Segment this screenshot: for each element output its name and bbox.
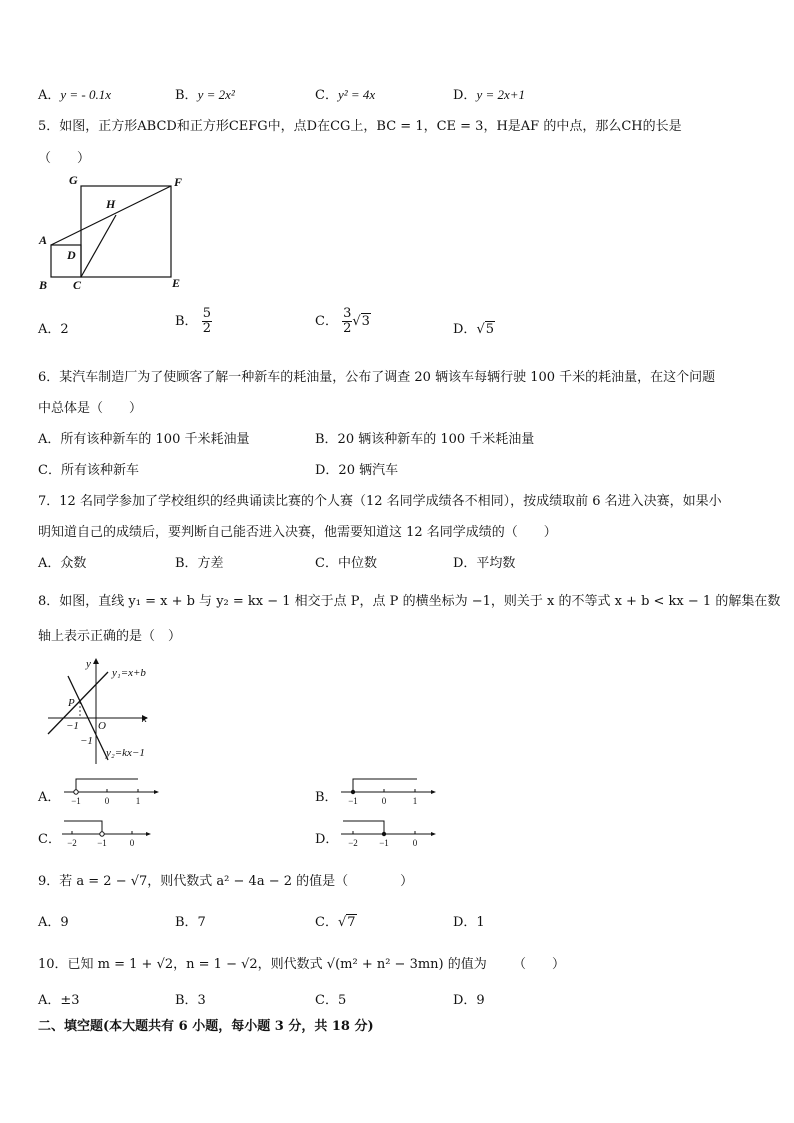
label-c: C — [73, 278, 82, 292]
q4-option-a: A．y = - 0.1x — [38, 87, 112, 103]
square-abcd — [51, 245, 81, 277]
svg-text:0: 0 — [412, 838, 418, 848]
q7-option-a: A．众数 — [38, 556, 87, 571]
q8-stem-line1: 8．如图，直线 y₁ = x + b 与 y₂ = kx − 1 相交于点 P，点 P 的横坐标为 −1，则关于 x 的不等式 x + b < kx − 1 的解集在数 — [38, 594, 781, 609]
label-p: P — [68, 697, 75, 709]
label-b: B — [39, 278, 48, 292]
q7-option-d: D．平均数 — [453, 556, 516, 571]
svg-text:0: 0 — [104, 796, 110, 806]
q8-option-c-label: C． — [38, 832, 61, 847]
q9-option-d: D．1 — [453, 915, 485, 930]
q5-stem-line1: 5．如图，正方形ABCD和正方形CEFG中，点D在CG上，BC = 1，CE = 3，H是AF 的中点，那么CH的长是 — [38, 119, 682, 134]
solution-ray — [353, 779, 417, 790]
q10-option-c: C．5 — [315, 993, 347, 1008]
q9-stem: 9．若 a = 2 − √7，则代数式 a² − 4a − 2 的值是（ ） — [38, 874, 414, 889]
solution-ray — [64, 821, 102, 832]
label-a: A — [39, 233, 48, 247]
q9-option-c: C．√7 — [315, 915, 356, 930]
label-neg1-x: −1 — [66, 720, 79, 732]
q6-stem-line2: 中总体是（ ） — [38, 401, 143, 416]
svg-text:1: 1 — [135, 796, 141, 806]
q10-paren: （ ） — [513, 957, 566, 972]
segment-af — [51, 186, 171, 245]
q9-option-a: A．9 — [38, 915, 69, 930]
q10-stem: 10．已知 m = 1 + √2，n = 1 − √2，则代数式 √(m² + n² − 3mn) 的值为 — [38, 957, 487, 972]
q8-option-c-numberline — [60, 817, 160, 849]
q6-option-d: D．20 辆汽车 — [315, 463, 399, 478]
q5-figure — [36, 170, 196, 294]
y-axis-arrow — [93, 658, 99, 664]
label-f: F — [174, 175, 183, 189]
q8-option-b-numberline — [337, 775, 441, 807]
q6-option-a: A．所有该种新车的 100 千米耗油量 — [38, 432, 250, 447]
label-e: E — [172, 276, 181, 290]
q5-stem-line2: （ ） — [38, 151, 91, 166]
q7-stem-line2: 明知道自己的成绩后，要判断自己能否进入决赛，他需要知道这 12 名同学成绩的（ ） — [38, 525, 557, 540]
q10-option-d: D．9 — [453, 993, 485, 1008]
svg-text:−2: −2 — [67, 838, 77, 848]
q8-graph — [42, 656, 172, 768]
label-x: x — [142, 713, 147, 725]
q5-option-d: D．√5 — [453, 322, 495, 337]
label-h: H — [106, 197, 116, 211]
open-endpoint — [74, 790, 78, 794]
open-endpoint — [100, 832, 104, 836]
label-d: D — [67, 248, 76, 262]
closed-endpoint — [351, 790, 355, 794]
label-line-y2: y₂=kx−1 — [106, 747, 145, 759]
solution-ray — [76, 779, 138, 790]
q6-option-c: C．所有该种新车 — [38, 463, 139, 478]
q8-stem-line2: 轴上表示正确的是（ ） — [38, 629, 182, 644]
q8-option-b-label: B． — [315, 790, 338, 805]
svg-text:1: 1 — [412, 796, 418, 806]
q10-option-b: B．3 — [175, 993, 206, 1008]
svg-text:0: 0 — [381, 796, 387, 806]
fraction-5-2: $\frac{5}{2}$ — [202, 306, 211, 336]
label-o: O — [98, 720, 106, 732]
q7-option-c: C．中位数 — [315, 556, 377, 571]
closed-endpoint — [382, 832, 386, 836]
q5-option-a: A．2 — [38, 322, 69, 337]
svg-text:−1: −1 — [71, 796, 81, 806]
solution-ray — [343, 821, 384, 832]
q9-option-b: B．7 — [175, 915, 206, 930]
square-cefg — [81, 186, 171, 277]
q4-option-d: D．y = 2x+1 — [453, 87, 526, 103]
svg-text:−1: −1 — [379, 838, 389, 848]
q8-option-d-label: D． — [315, 832, 339, 847]
q6-option-b: B．20 辆该种新车的 100 千米耗油量 — [315, 432, 535, 447]
q4-option-c: C．y² = 4x — [315, 87, 376, 103]
q8-option-d-numberline — [337, 817, 441, 849]
segment-ch — [81, 215, 116, 277]
label-g: G — [69, 173, 78, 187]
svg-text:0: 0 — [129, 838, 135, 848]
svg-text:−1: −1 — [97, 838, 107, 848]
q5-option-b: B． $\frac{5}{2}$ — [175, 306, 211, 336]
q8-option-a-numberline — [60, 775, 164, 807]
label-y: y — [86, 658, 91, 670]
svg-text:−1: −1 — [348, 796, 358, 806]
q7-stem-line1: 7．12 名同学参加了学校组织的经典诵读比赛的个人赛（12 名同学成绩各不相同），按成绩取前 6 名进入决赛，如果小 — [38, 494, 722, 509]
label-neg1-y: −1 — [80, 735, 93, 747]
q7-option-b: B．方差 — [175, 556, 224, 571]
section-2-title: 二、填空题(本大题共有 6 小题，每小题 3 分，共 18 分) — [38, 1019, 374, 1034]
q4-option-b: B．y = 2x² — [175, 87, 235, 103]
label-line-y1: y₁=x+b — [112, 667, 146, 679]
svg-text:−2: −2 — [348, 838, 358, 848]
q8-option-a-label: A． — [38, 790, 61, 805]
q6-stem-line1: 6．某汽车制造厂为了使顾客了解一种新车的耗油量，公布了调查 20 辆该车每辆行驶 100 千米的耗油量，在这个问题 — [38, 370, 716, 385]
q10-option-a: A．±3 — [38, 993, 80, 1008]
q5-option-c: C． $\frac{3}{2}$ √3 — [315, 306, 370, 336]
